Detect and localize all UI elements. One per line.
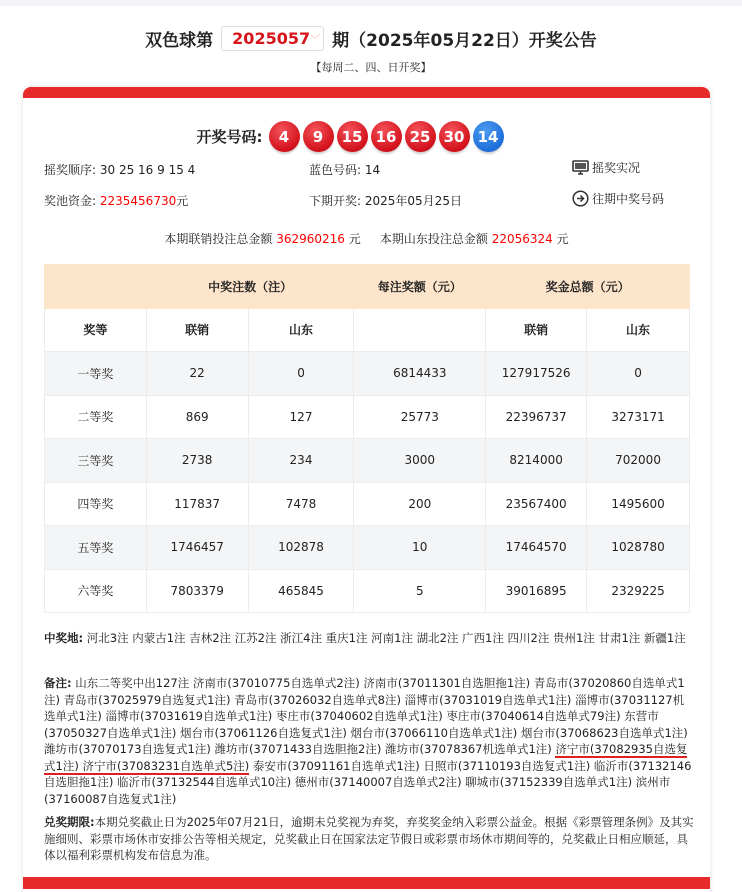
prize-pool — [44, 192, 188, 209]
table-cell: 四等奖 — [45, 482, 147, 526]
table-cell: 17464570 — [486, 526, 587, 570]
header-empty — [45, 265, 147, 309]
red-ball: 16 — [371, 121, 402, 152]
red-ball: 4 — [269, 121, 300, 152]
red-ball: 9 — [303, 121, 334, 152]
remarks — [44, 675, 694, 807]
table-cell: 3273171 — [587, 395, 690, 439]
next-draw — [309, 192, 462, 209]
issue-select[interactable] — [221, 26, 324, 51]
table-cell: 8214000 — [486, 439, 587, 483]
remarks-text: 山东二等奖中出127注 济南市(37010775自选单式2注) 济南市(37011301自选胆拖1注) 青岛市(37020860自选单式1注) 青岛市(37025979自选复式1注) 青岛市(37026032自选单式8注) 淄博市(37031019自选单式1注) 淄博市(37031127机选单式1注) 淄博市(37031619自选单式1注) 枣庄市(37040602自选单式1注) 枣庄市(37040614自选单式79注) 东营市(37050327自选单式1注) 烟台市(37061126自选复式1注) 烟台市(37066110自选单式1注) 烟台市(37068623自选单式1注) 潍坊市(37070173自选复式1注) 潍坊市(37071433自选胆拖2注) 潍坊市(37078367机选单式1注) — [44, 676, 688, 756]
header-total: 奖金总额（元） — [486, 265, 690, 309]
table-cell: 二等奖 — [45, 395, 147, 439]
blue-number — [309, 161, 380, 178]
table-cell: 6814433 — [354, 352, 486, 396]
table-cell: 117837 — [146, 482, 248, 526]
table-cell: 10 — [354, 526, 486, 570]
issue-value: 2025057 — [232, 29, 311, 48]
header-level: 奖等 — [45, 308, 147, 352]
table-cell: 2329225 — [587, 569, 690, 613]
arrow-circle-icon — [572, 190, 589, 207]
red-ball: 30 — [439, 121, 470, 152]
table-cell: 7803379 — [146, 569, 248, 613]
table-cell: 200 — [354, 482, 486, 526]
sd-sales-label: 本期山东投注总金额 — [379, 232, 488, 246]
table-cell: 127917526 — [486, 352, 587, 396]
table-row — [45, 352, 690, 396]
table-cell: 0 — [248, 352, 354, 396]
prize-table — [44, 264, 690, 613]
blue-ball: 14 — [473, 121, 504, 152]
red-ball: 25 — [405, 121, 436, 152]
header-count: 中奖注数（注） — [146, 265, 354, 309]
winning-regions — [44, 630, 694, 647]
table-row — [45, 526, 690, 570]
table-cell: 127 — [248, 395, 354, 439]
table-cell: 234 — [248, 439, 354, 483]
winning-regions-text: 河北3注 内蒙古1注 吉林2注 江苏2注 浙江4注 重庆1注 河南1注 湖北2注 广西1注 四川2注 贵州1注 甘肃1注 新疆1注 — [86, 631, 686, 645]
header-sd: 山东 — [248, 308, 354, 352]
prize-pool-value: 2235456730 — [99, 194, 177, 208]
table-cell: 7478 — [248, 482, 354, 526]
table-cell: 39016895 — [486, 569, 587, 613]
joint-sales-label: 本期联销投注总金额 — [164, 232, 273, 246]
claim-deadline-label: 兑奖期限: — [44, 815, 95, 829]
table-cell: 702000 — [587, 439, 690, 483]
table-row — [45, 395, 690, 439]
remarks-highlight: 济宁市(37082935自选复式1注) 济宁市(37083231自选单式5注) — [44, 742, 688, 773]
table-cell: 102878 — [248, 526, 354, 570]
table-header-row — [45, 265, 690, 309]
table-cell: 1746457 — [146, 526, 248, 570]
live-draw-link[interactable] — [572, 159, 640, 176]
sales-summary — [23, 230, 710, 247]
blue-number-label: 蓝色号码: — [309, 163, 362, 177]
joint-sales-value: 362960216 — [276, 232, 345, 246]
table-cell: 5 — [354, 569, 486, 613]
claim-deadline — [44, 814, 694, 864]
table-cell: 三等奖 — [45, 439, 147, 483]
table-cell: 465845 — [248, 569, 354, 613]
blue-number-value: 14 — [364, 163, 381, 177]
history-link-label: 往期中奖号码 — [592, 192, 665, 206]
prize-pool-unit: 元 — [176, 194, 189, 208]
table-subheader-row — [45, 308, 690, 352]
claim-deadline-text: 本期兑奖截止日为2025年07月21日，逾期未兑奖视为弃奖，弃奖奖金纳入彩票公益金。根据《彩票管理条例》及其实施细则、彩票市场休市安排公告等相关规定，兑奖截止日在国家法定节假日或彩票市场休市期间等的，兑奖截止日相应顺延，具体以福利彩票机构发布信息为准。 — [44, 815, 694, 862]
draw-schedule: 【每周二、四、日开奖】 — [310, 61, 432, 74]
winning-numbers-label: 开奖号码: — [196, 128, 263, 146]
card-top-bar — [23, 87, 710, 98]
chevron-down-icon: ﹀ — [310, 35, 321, 46]
card-bottom-bar — [23, 877, 710, 889]
table-cell: 五等奖 — [45, 526, 147, 570]
top-border — [0, 0, 742, 6]
table-cell: 1028780 — [587, 526, 690, 570]
history-link[interactable] — [572, 190, 664, 207]
table-cell: 2738 — [146, 439, 248, 483]
table-cell: 869 — [146, 395, 248, 439]
header-sd-total: 山东 — [587, 308, 690, 352]
monitor-icon — [572, 160, 589, 176]
draw-order-label: 摇奖顺序: — [44, 163, 97, 177]
live-draw-label: 摇奖实况 — [592, 161, 641, 175]
winning-numbers — [23, 121, 710, 152]
draw-order-value: 30 25 16 9 15 4 — [99, 163, 196, 177]
table-cell: 22396737 — [486, 395, 587, 439]
next-draw-value: 2025年05月25日 — [364, 194, 462, 208]
draw-order — [44, 161, 195, 178]
table-cell: 0 — [587, 352, 690, 396]
table-row — [45, 482, 690, 526]
table-cell: 3000 — [354, 439, 486, 483]
table-row — [45, 439, 690, 483]
table-cell: 1495600 — [587, 482, 690, 526]
table-cell: 22 — [146, 352, 248, 396]
header-blank — [354, 308, 486, 352]
sd-sales-unit: 元 — [556, 232, 569, 246]
next-draw-label: 下期开奖: — [309, 194, 362, 208]
table-cell: 一等奖 — [45, 352, 147, 396]
header-joint: 联销 — [146, 308, 248, 352]
table-cell: 六等奖 — [45, 569, 147, 613]
table-cell: 25773 — [354, 395, 486, 439]
result-card — [23, 87, 710, 892]
sd-sales-value: 22056324 — [491, 232, 553, 246]
title-suffix: 期（2025年05月22日）开奖公告 — [332, 31, 597, 51]
title-prefix: 双色球第 — [145, 31, 214, 51]
joint-sales-unit: 元 — [348, 232, 361, 246]
remarks-label: 备注: — [44, 676, 72, 690]
header-joint-total: 联销 — [486, 308, 587, 352]
table-row — [45, 569, 690, 613]
red-ball: 15 — [337, 121, 368, 152]
page-title — [0, 26, 742, 51]
header-each: 每注奖额（元） — [354, 265, 486, 309]
winning-regions-label: 中奖地: — [44, 631, 84, 645]
table-cell: 23567400 — [486, 482, 587, 526]
remarks-text-end: 泰安市(37091161自选单式1注) 日照市(37110193自选复式1注) 临沂市(37132146自选胆拖1注) 临沂市(37132544自选单式10注) 德州市(37140007自选单式2注) 聊城市(37152339自选单式1注) 滨州市(37160087自选复式1注) — [44, 758, 692, 806]
prize-pool-label: 奖池资金: — [44, 194, 97, 208]
